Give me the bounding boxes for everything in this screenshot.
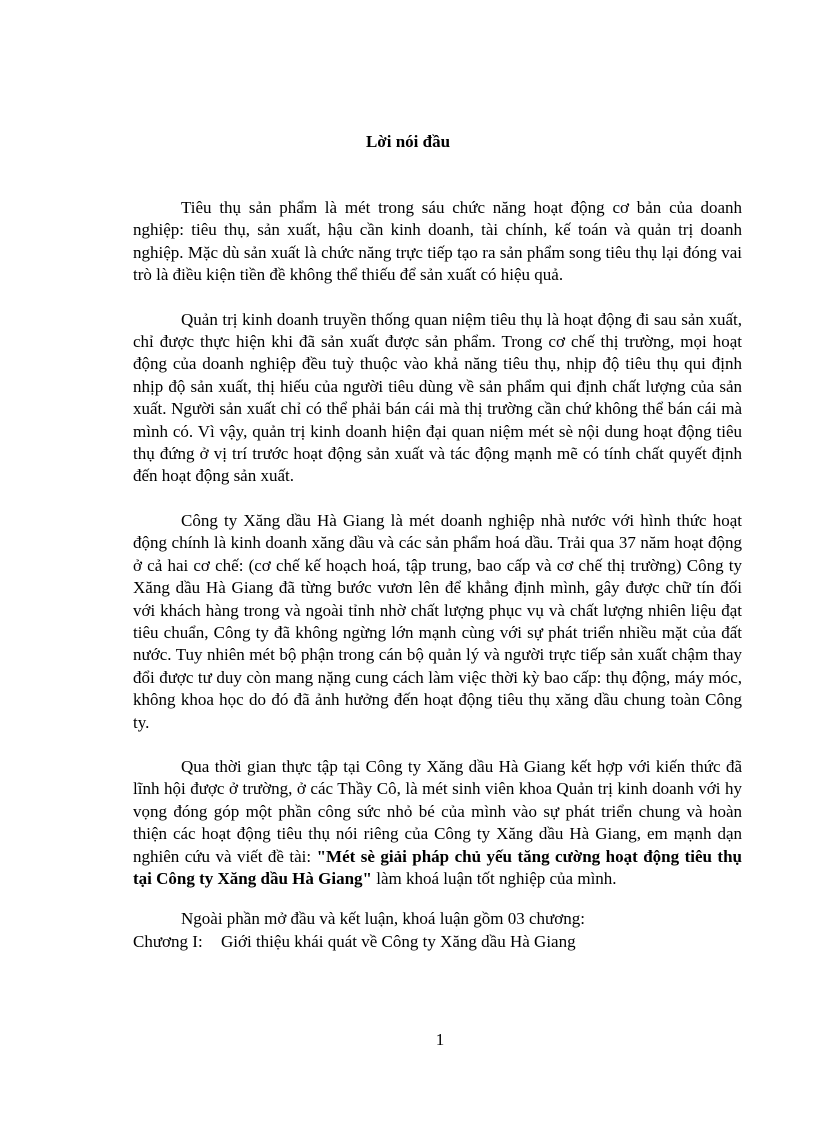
body-text	[133, 197, 742, 953]
paragraph-1: Tiêu thụ sản phẩm là mét trong sáu chức năng hoạt động cơ bản của doanh nghiệp: tiêu thụ, sản xuất, hậu cần kinh doanh, tài chính, kế toán và quản trị doanh nghiệp. Mặc dù sản xuất là chức năng trực tiếp tạo ra sản phẩm song tiêu thụ lại đóng vai trò là điều kiện tiền đề không thể thiếu để sản xuất có hiệu quả.	[133, 198, 742, 285]
chapter-title: Giới thiệu khái quát về Công ty Xăng dầu Hà Giang	[221, 931, 576, 951]
paragraph-4-text: Qua thời gian thực tập tại Công ty Xăng dầu Hà Giang kết hợp với kiến thức đã lĩnh hội được ở trường, ở các Thầy Cô, là mét sinh viên khoa Quản trị kinh doanh với hy vọng đóng góp một phần công sức nhỏ bé của mình vào sự phát triển chung và hoàn thiện các hoạt động tiêu thụ nói riêng của Công ty Xăng dầu Hà Giang, em mạnh dạn nghiên cứu và viết đề tài:	[133, 756, 742, 866]
paragraph-5: Ngoài phần mở đầu và kết luận, khoá luận gồm 03 chương:	[181, 909, 585, 929]
paragraph-2: Quản trị kinh doanh truyền thống quan niệm tiêu thụ là hoạt động đi sau sản xuất, chỉ được thực hiện khi đã sản xuất được sản phẩm. Trong cơ chế thị trường, mọi hoạt động của doanh nghiệp đều tuỳ thuộc vào khả năng tiêu thụ, nhịp độ tiêu thụ qui định nhịp độ sản xuất, thị hiếu của người tiêu dùng về sản phẩm qui định chất lượng của sản xuất. Người sản xuất chỉ có thể phải bán cái mà thị trường cần chứ không thể bán cái mà mình có. Vì vậy, quản trị kinh doanh hiện đại quan niệm mét sè nội dung hoạt động tiêu thụ đứng ở vị trí trước hoạt động sản xuất và tác động mạnh mẽ có tính chất quyết định đến hoạt động sản xuất.	[133, 309, 742, 486]
paragraph-4	[133, 756, 742, 890]
paragraph-3: Công ty Xăng dầu Hà Giang là mét doanh nghiệp nhà nước với hình thức hoạt động chính là kinh doanh xăng dầu và các sản phẩm hoá dầu. Trải qua 37 năm hoạt động ở cả hai cơ chế: (cơ chế kế hoạch hoá, tập trung, bao cấp và cơ chế thị trường) Công ty Xăng dầu Hà Giang đã từng bước vươn lên để khẳng định mình, gây được chữ tín đối với khách hàng trong và ngoài tỉnh nhờ chất lượng phục vụ và chất lượng nhiên liệu đạt tiêu chuẩn, Công ty đã không ngừng lớn mạnh cùng với sự phát triển nhiều mặt của đất nước. Tuy nhiên mét bộ phận trong cán bộ quản lý và người trực tiếp sản xuất chậm thay đổi được tư duy còn mang nặng cung cách làm việc thời kỳ bao cấp: thụ động, máy móc, không khoa học do đó đã ảnh hưởng đến hoạt động tiêu thụ xăng dầu chung toàn Công ty.	[133, 510, 742, 732]
page-title: Lời nói đầu	[365, 132, 451, 151]
chapter-line	[133, 931, 742, 953]
thesis-topic: "Mét sè giải pháp chủ yếu tăng cường hoạt động tiêu thụ tại Công ty Xăng dầu Hà Giang"	[133, 846, 742, 888]
paragraph-4-tail: làm khoá luận tốt nghiệp của mình.	[371, 868, 617, 888]
page-number: 1	[435, 1030, 445, 1049]
chapter-label: Chương I:	[133, 931, 203, 951]
